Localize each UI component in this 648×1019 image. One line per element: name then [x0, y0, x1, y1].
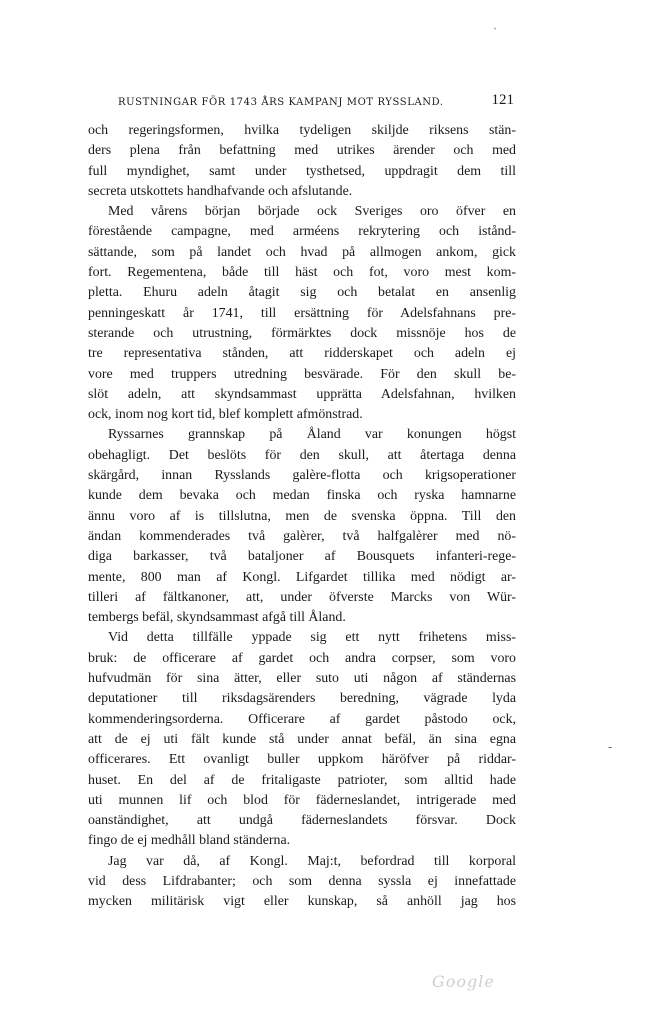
print-speck: -	[608, 740, 613, 754]
text-line: fingo de ej medhåll bland ständerna.	[88, 833, 291, 849]
print-speck: ˋ	[493, 28, 498, 39]
paragraph	[88, 425, 516, 628]
text-line: att de ej uti fält kunde stå under annat befäl, än sina egna	[88, 731, 516, 747]
running-title: RUSTNINGAR FÖR 1743 ÅRS KAMPANJ MOT RYSSLAND.	[118, 97, 444, 108]
text-line: officerares. Ett ovanligt buller uppkom häröfver på riddar-	[88, 752, 516, 768]
text-line: ders plena från befattning med utrikes ärender och med	[88, 143, 516, 159]
text-line: kunde dem bevaka och medan finska och ryska hamnarne	[88, 488, 516, 504]
text-line: skärgård, innan Rysslands galère-flotta och krigsoperationer	[88, 468, 516, 484]
text-line: tilleri af fältkanoner, att, under öfverste Marcks von Wür-	[88, 589, 516, 605]
text-line: sterande och utrustning, förmärktes dock missnöje hos de	[88, 325, 516, 341]
text-line: hufvudmän för sina ätter, eller suto uti någon af ständernas	[88, 671, 516, 687]
text-line: deputationer till riksdagsärenders beredning, vägrade lyda	[88, 691, 516, 707]
text-line: obehagligt. Det beslöts för den skull, att återtaga denna	[88, 447, 516, 463]
text-line: Jag var då, af Kongl. Maj:t, befordrad till korporal	[108, 853, 516, 869]
text-line: förestående campagne, med arméens rekrytering och istånd-	[88, 224, 516, 240]
text-line: slöt adeln, att skyndsammast upprätta Adelsfahnan, hvilken	[88, 386, 516, 402]
google-watermark: Google	[432, 972, 495, 991]
running-header	[88, 92, 516, 114]
text-line: vore med truppers utredning besvärade. För den skull be-	[88, 366, 516, 382]
text-line: penningeskatt år 1741, till ersättning för Adelsfahnans pre-	[88, 305, 516, 321]
text-line: ock, inom nog kort tid, blef komplett afmönstrad.	[88, 407, 363, 423]
text-line: huset. En del af de fritaligaste patrioter, som alltid hade	[88, 772, 516, 788]
text-line: diga barkasser, två bataljoner af Bousquets infanteri-rege-	[88, 549, 516, 565]
body-text	[88, 121, 516, 913]
text-line: tembergs befäl, skyndsammast afgå till Åland.	[88, 610, 346, 626]
text-line: full myndighet, samt under tysthetsed, uppdragit dem till	[88, 163, 516, 179]
text-line: tre representativa stånden, att ridderskapet och adeln ej	[88, 346, 516, 362]
text-line: Vid detta tillfälle yppade sig ett nytt frihetens miss-	[108, 630, 516, 646]
paragraph	[88, 852, 516, 913]
paragraph	[88, 121, 516, 202]
text-line: Med vårens början började ock Sveriges oro öfver en	[108, 204, 516, 220]
text-line: kommenderingsorderna. Officerare af gardet påstodo ock,	[88, 711, 516, 727]
text-line: mycken militärisk vigt eller kunskap, så anhöll jag hos	[88, 894, 516, 910]
text-line: vid dess Lifdrabanter; och som denna syssla ej innefattade	[88, 873, 516, 889]
text-line: bruk: de officerare af gardet och andra corpser, som voro	[88, 650, 516, 666]
text-line: oanständighet, att undgå fäderneslandets försvar. Dock	[88, 813, 516, 829]
text-line: sättande, som på landet och hvad på allmogen ankom, gick	[88, 244, 516, 260]
text-line: pletta. Ehuru adeln åtagit sig och betalat en ansenlig	[88, 285, 516, 301]
text-line: ännu voro af is tillslutna, men de svenska öppna. Till den	[88, 508, 516, 524]
text-line: mente, 800 man af Kongl. Lifgardet tillika med nödigt ar-	[88, 569, 516, 585]
text-line: ändan kommenderades två galèrer, två halfgalèrer med nö-	[88, 528, 516, 544]
text-line: Ryssarnes grannskap på Åland var konungen högst	[108, 427, 516, 443]
page-number: 121	[491, 92, 514, 108]
text-line: fort. Regementena, både till häst och fot, voro mest kom-	[88, 265, 516, 281]
paragraph	[88, 202, 516, 425]
text-line: uti munnen lif och blod för fäderneslandet, intrigerade med	[88, 792, 516, 808]
paragraph	[88, 628, 516, 851]
text-line: secreta utskottets handhafvande och afslutande.	[88, 183, 353, 199]
text-line: och regeringsformen, hvilka tydeligen skiljde riksens stän-	[88, 123, 516, 138]
